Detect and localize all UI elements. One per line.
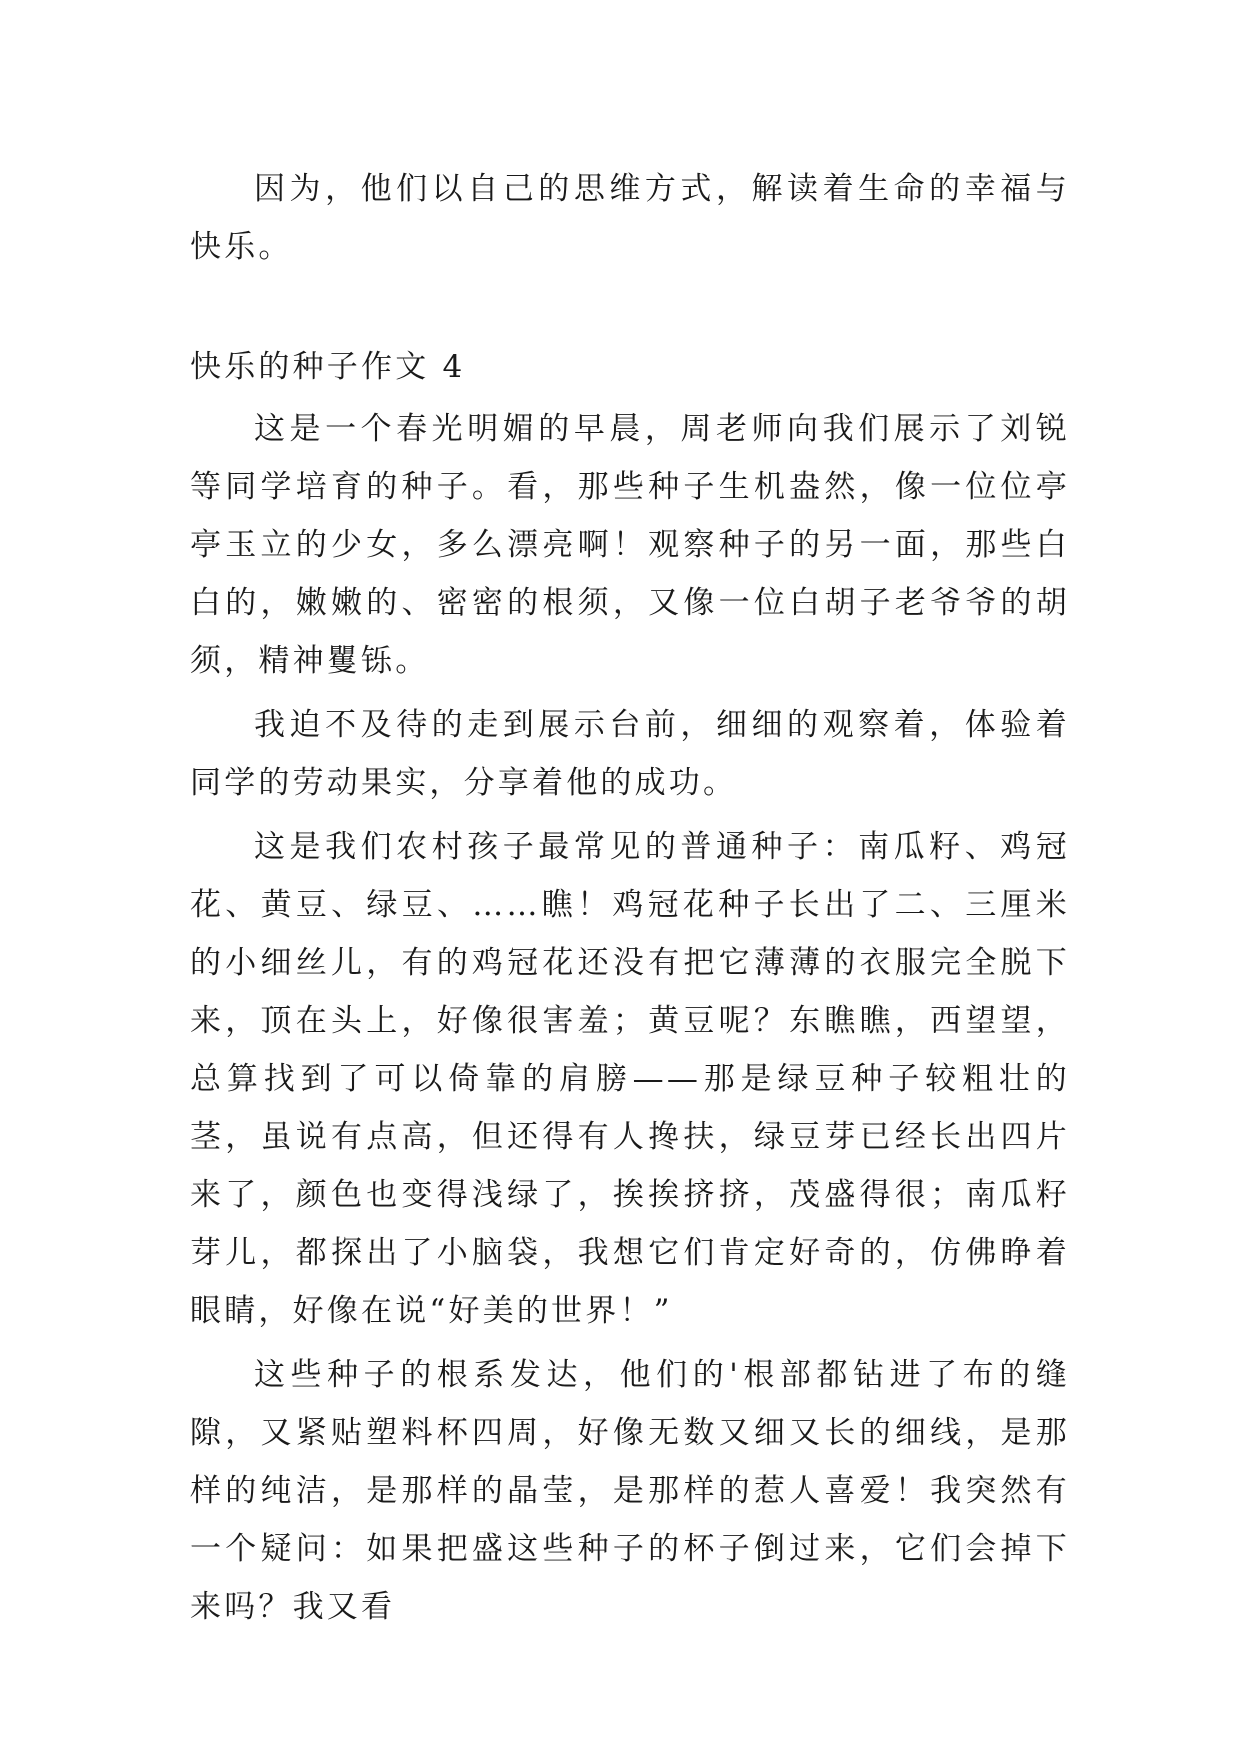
paragraph-1: 这是一个春光明媚的早晨，周老师向我们展示了刘锐等同学培育的种子。看，那些种子生机盎然，像一位位亭亭玉立的少女，多么漂亮啊！观察种子的另一面，那些白白的，嫩嫩的、密密的根须，又像一位白胡子老爷爷的胡须，精神矍铄。 <box>190 411 1070 679</box>
paragraph-4: 这些种子的根系发达，他们的'根部都钻进了布的缝隙，又紧贴塑料杯四周，好像无数又细又长的细线，是那样的纯洁，是那样的晶莹，是那样的惹人喜爱！我突然有一个疑问：如果把盛这些种子的杯子倒过来，它们会掉下来吗？我又看 <box>190 1357 1070 1625</box>
section-title: 快乐的种子作文 4 <box>190 349 466 385</box>
document-body <box>190 160 1070 1636</box>
paragraph-2: 我迫不及待的走到展示台前，细细的观察着，体验着同学的劳动果实，分享着他的成功。 <box>190 707 1070 801</box>
intro-paragraph: 因为，他们以自己的思维方式，解读着生命的幸福与快乐。 <box>190 171 1070 265</box>
paragraph-3: 这是我们农村孩子最常见的普通种子：南瓜籽、鸡冠花、黄豆、绿豆、……瞧！鸡冠花种子长出了二、三厘米的小细丝儿，有的鸡冠花还没有把它薄薄的衣服完全脱下来，顶在头上，好像很害羞；黄豆呢？东瞧瞧，西望望，总算找到了可以倚靠的肩膀——那是绿豆种子较粗壮的茎，虽说有点高，但还得有人搀扶，绿豆芽已经长出四片来了，颜色也变得浅绿了，挨挨挤挤，茂盛得很；南瓜籽芽儿，都探出了小脑袋，我想它们肯定好奇的，仿佛睁着眼睛，好像在说“好美的世界！” <box>190 829 1070 1329</box>
